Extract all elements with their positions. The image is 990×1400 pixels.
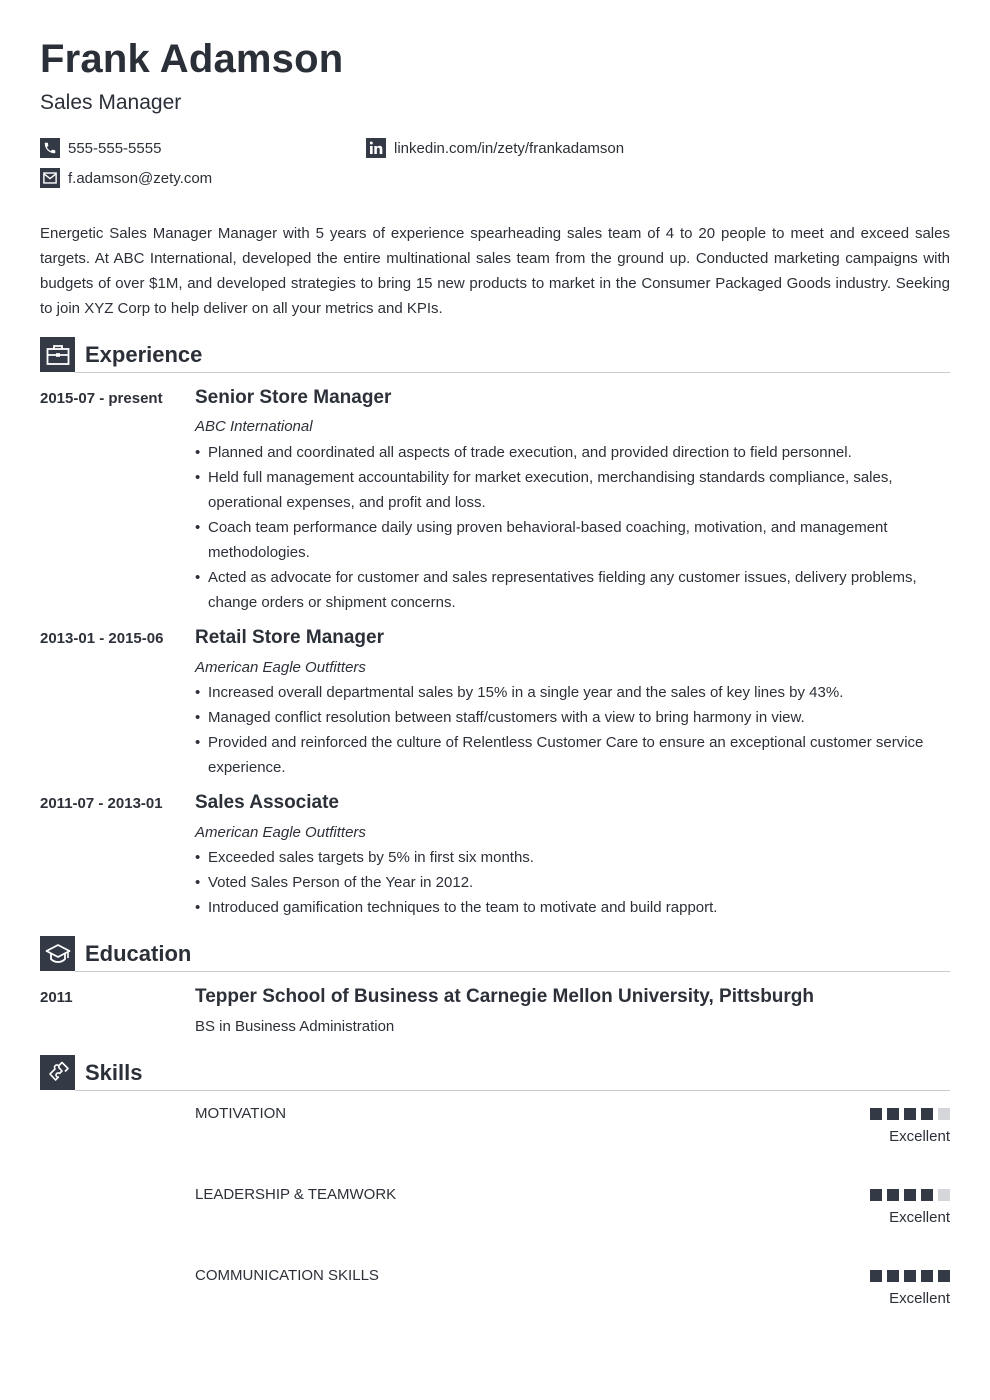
rating-square-filled bbox=[904, 1108, 916, 1120]
rating-square-filled bbox=[921, 1108, 933, 1120]
graduation-cap-icon bbox=[40, 936, 75, 971]
job-bullet: • Increased overall departmental sales by 15% in a single year and the sales of key lines by 43%. bbox=[195, 680, 950, 705]
job-bullet: • Coach team performance daily using proven behavioral-based coaching, motivation, and management methodologies. bbox=[195, 515, 950, 565]
job-title: Sales Associate bbox=[195, 792, 339, 813]
section-divider bbox=[75, 372, 950, 373]
rating-square-filled bbox=[887, 1189, 899, 1201]
phone-text: 555-555-5555 bbox=[68, 139, 162, 157]
job-bullet: • Held full management accountability for market execution, merchandising standards compliance, sales, operational expenses, and profit and loss. bbox=[195, 465, 950, 515]
section-divider bbox=[75, 971, 950, 972]
experience-section-header bbox=[40, 337, 950, 373]
education-year: 2011 bbox=[40, 989, 73, 1006]
skill-level: Excellent bbox=[889, 1290, 950, 1307]
skill-level: Excellent bbox=[889, 1209, 950, 1226]
job-dates: 2013-01 - 2015-06 bbox=[40, 630, 164, 647]
skills-heading: Skills bbox=[85, 1060, 143, 1085]
skill-rating bbox=[870, 1108, 950, 1120]
job-bullets bbox=[195, 845, 950, 920]
phone-icon bbox=[40, 138, 60, 158]
section-divider bbox=[75, 1090, 950, 1091]
contact-phone[interactable] bbox=[40, 138, 161, 158]
job-bullets bbox=[195, 440, 950, 615]
skill-rating bbox=[870, 1270, 950, 1282]
rating-square-filled bbox=[938, 1270, 950, 1282]
job-title: Retail Store Manager bbox=[195, 627, 384, 648]
rating-square-filled bbox=[887, 1270, 899, 1282]
education-heading: Education bbox=[85, 941, 192, 966]
education-school: Tepper School of Business at Carnegie Mellon University, Pittsburgh bbox=[195, 986, 815, 1007]
job-bullet: • Provided and reinforced the culture of Relentless Customer Care to ensure an exceptional customer service experience. bbox=[195, 730, 950, 780]
rating-square-filled bbox=[870, 1108, 882, 1120]
education-degree: BS in Business Administration bbox=[195, 1018, 395, 1035]
skill-rating bbox=[870, 1189, 950, 1201]
job-dates: 2011-07 - 2013-01 bbox=[40, 795, 163, 812]
rating-square-filled bbox=[870, 1270, 882, 1282]
rating-square-filled bbox=[870, 1189, 882, 1201]
job-bullet: • Acted as advocate for customer and sales representatives fielding any customer issues, delivery problems, change orders or shipment concerns. bbox=[195, 565, 950, 615]
skills-section-header bbox=[40, 1055, 950, 1091]
education-section-header bbox=[40, 936, 950, 972]
candidate-name: Frank Adamson bbox=[40, 37, 344, 81]
rating-square-filled bbox=[921, 1270, 933, 1282]
job-company: American Eagle Outfitters bbox=[195, 824, 366, 841]
rating-square-filled bbox=[904, 1189, 916, 1201]
job-dates: 2015-07 - present bbox=[40, 390, 163, 407]
briefcase-icon bbox=[40, 337, 75, 372]
skill-name: COMMUNICATION SKILLS bbox=[195, 1267, 379, 1284]
job-bullet: • Planned and coordinated all aspects of trade execution, and provided direction to field personnel. bbox=[195, 440, 950, 465]
job-company: ABC International bbox=[195, 418, 313, 435]
rating-square-filled bbox=[921, 1189, 933, 1201]
job-title: Senior Store Manager bbox=[195, 387, 392, 408]
contact-linkedin[interactable] bbox=[366, 138, 624, 158]
linkedin-icon bbox=[366, 138, 386, 158]
email-text: f.adamson@zety.com bbox=[68, 169, 213, 187]
contact-email[interactable] bbox=[40, 168, 212, 188]
skill-name: LEADERSHIP & TEAMWORK bbox=[195, 1186, 397, 1203]
linkedin-text: linkedin.com/in/zety/frankadamson bbox=[394, 139, 625, 157]
rating-square-filled bbox=[887, 1108, 899, 1120]
rating-square-empty bbox=[938, 1189, 950, 1201]
puzzle-icon bbox=[40, 1055, 75, 1090]
candidate-title: Sales Manager bbox=[40, 91, 182, 114]
job-bullet: • Introduced gamification techniques to the team to motivate and build rapport. bbox=[195, 895, 950, 920]
rating-square-filled bbox=[904, 1270, 916, 1282]
job-bullet: • Exceeded sales targets by 5% in first six months. bbox=[195, 845, 950, 870]
job-bullets bbox=[195, 680, 950, 780]
experience-heading: Experience bbox=[85, 342, 203, 367]
job-bullet: • Voted Sales Person of the Year in 2012. bbox=[195, 870, 950, 895]
rating-square-empty bbox=[938, 1108, 950, 1120]
mail-icon bbox=[40, 168, 60, 188]
skill-level: Excellent bbox=[889, 1128, 950, 1145]
job-company: American Eagle Outfitters bbox=[195, 659, 366, 676]
summary-paragraph: Energetic Sales Manager Manager with 5 years of experience spearheading sales team of 4 to 20 people to meet and exceed sales targets. At ABC International, developed the entire multinational sales team from the ground up. Conducted marketing campaigns with budgets of over $1M, and developed strategies to bring 15 new products to market in the Consumer Packaged Goods industry. Seeking to join XYZ Corp to help deliver on all your metrics and KPIs. bbox=[40, 225, 950, 317]
skill-name: MOTIVATION bbox=[195, 1105, 287, 1122]
job-bullet: • Managed conflict resolution between staff/customers with a view to bring harmony in view. bbox=[195, 705, 950, 730]
